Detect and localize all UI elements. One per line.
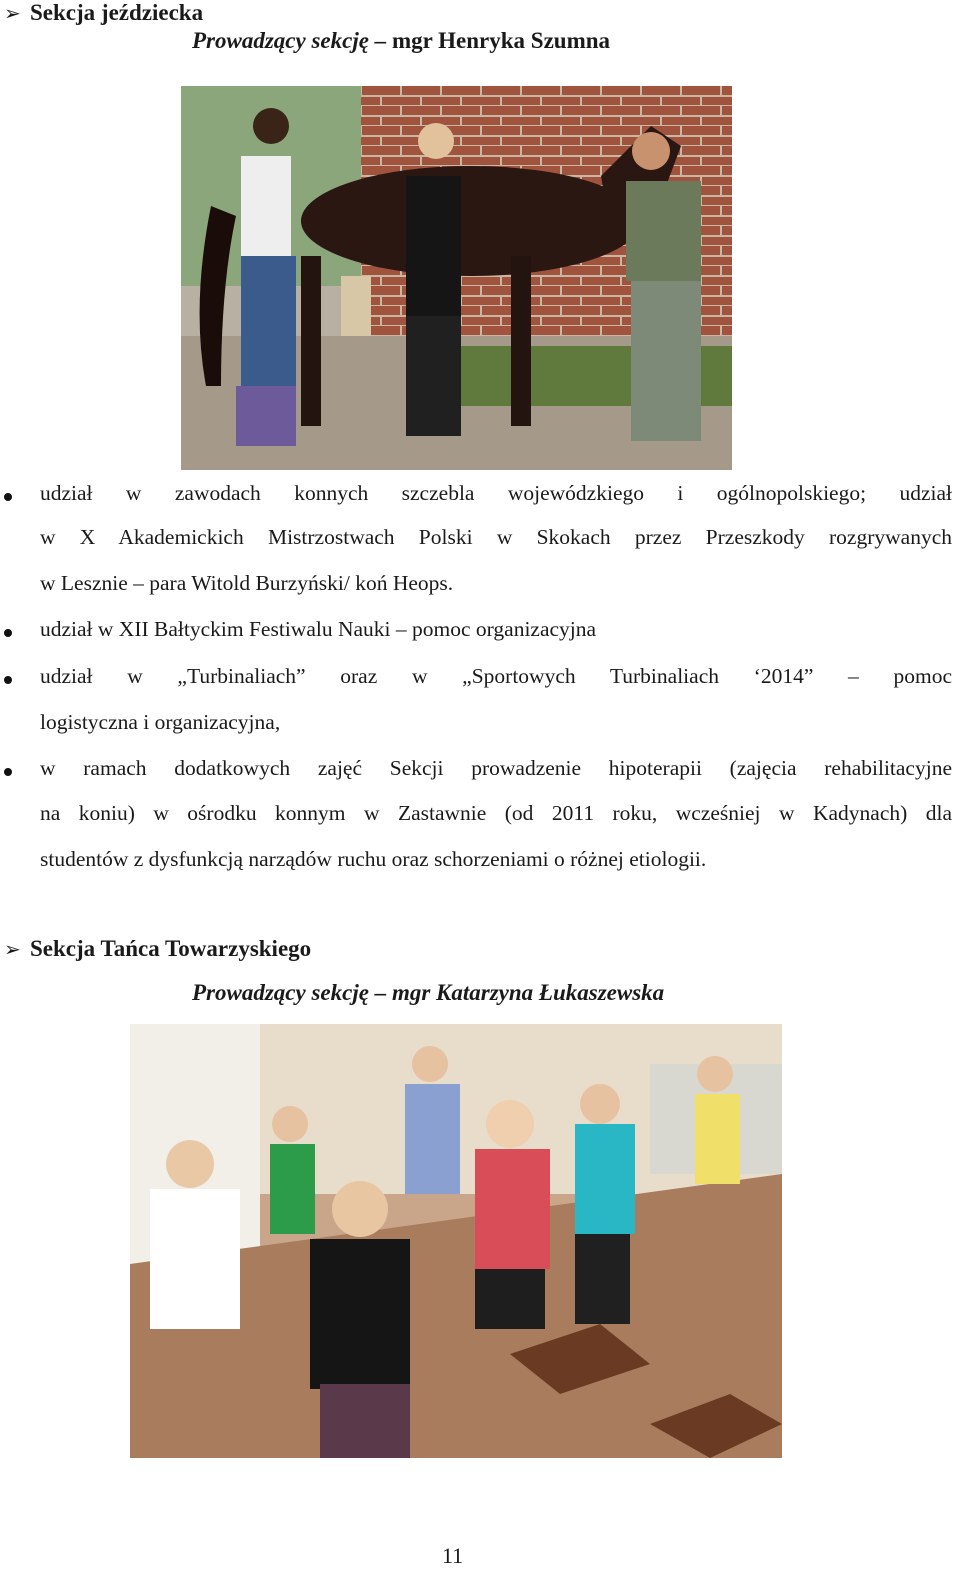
section-heading-dance — [4, 936, 311, 962]
horse-riding-photo — [181, 86, 732, 470]
list-item-line: udział w XII Bałtyckim Festiwalu Nauki – pomoc organizacyjna — [40, 617, 597, 641]
list-item-line: udział w „Turbinaliach” oraz w „Sportowych Turbinaliach ‘2014” – pomoc — [40, 664, 952, 688]
section-title: Sekcja jeździecka — [30, 0, 204, 25]
lead-label: Prowadzący sekcję — [192, 28, 369, 53]
arrow-bullet-icon: ➢ — [4, 937, 21, 961]
list-item-line: studentów z dysfunkcją narządów ruchu oraz schorzeniami o różnej etiologii. — [40, 847, 707, 871]
list-item-line: logistyczna i organizacyjna, — [40, 710, 281, 734]
bullet-icon — [4, 493, 12, 501]
list-item-line: w ramach dodatkowych zajęć Sekcji prowadzenie hipoterapii (zajęcia rehabilitacyjne — [40, 756, 952, 780]
arrow-bullet-icon: ➢ — [4, 1, 21, 25]
section-heading-equestrian — [4, 0, 203, 26]
bullet-icon — [4, 629, 12, 637]
list-item-line: na koniu) w ośrodku konnym w Zastawnie (od 2011 roku, wcześniej w Kadynach) dla — [40, 801, 952, 825]
section-title: Sekcja Tańca Towarzyskiego — [30, 936, 312, 961]
lead-name: mgr Henryka Szumna — [391, 28, 611, 53]
section-lead-equestrian — [192, 28, 610, 54]
page-number: 11 — [442, 1543, 464, 1568]
section-lead-dance — [192, 980, 664, 1006]
lead-dash: – — [374, 980, 387, 1005]
lead-label: Prowadzący sekcję — [192, 980, 369, 1005]
list-item-line: w Lesznie – para Witold Burzyński/ koń Heops. — [40, 571, 454, 595]
list-item-line: w X Akademickich Mistrzostwach Polski w Skokach przez Przeszkody rozgrywanych — [40, 525, 952, 549]
dance-group-photo — [130, 1024, 782, 1458]
bullet-icon — [4, 768, 12, 776]
lead-dash: – — [374, 28, 387, 53]
list-item-line: udział w zawodach konnych szczebla wojewódzkiego i ogólnopolskiego; udział — [40, 481, 952, 505]
bullet-icon — [4, 676, 12, 684]
lead-name: mgr Katarzyna Łukaszewska — [391, 980, 665, 1005]
